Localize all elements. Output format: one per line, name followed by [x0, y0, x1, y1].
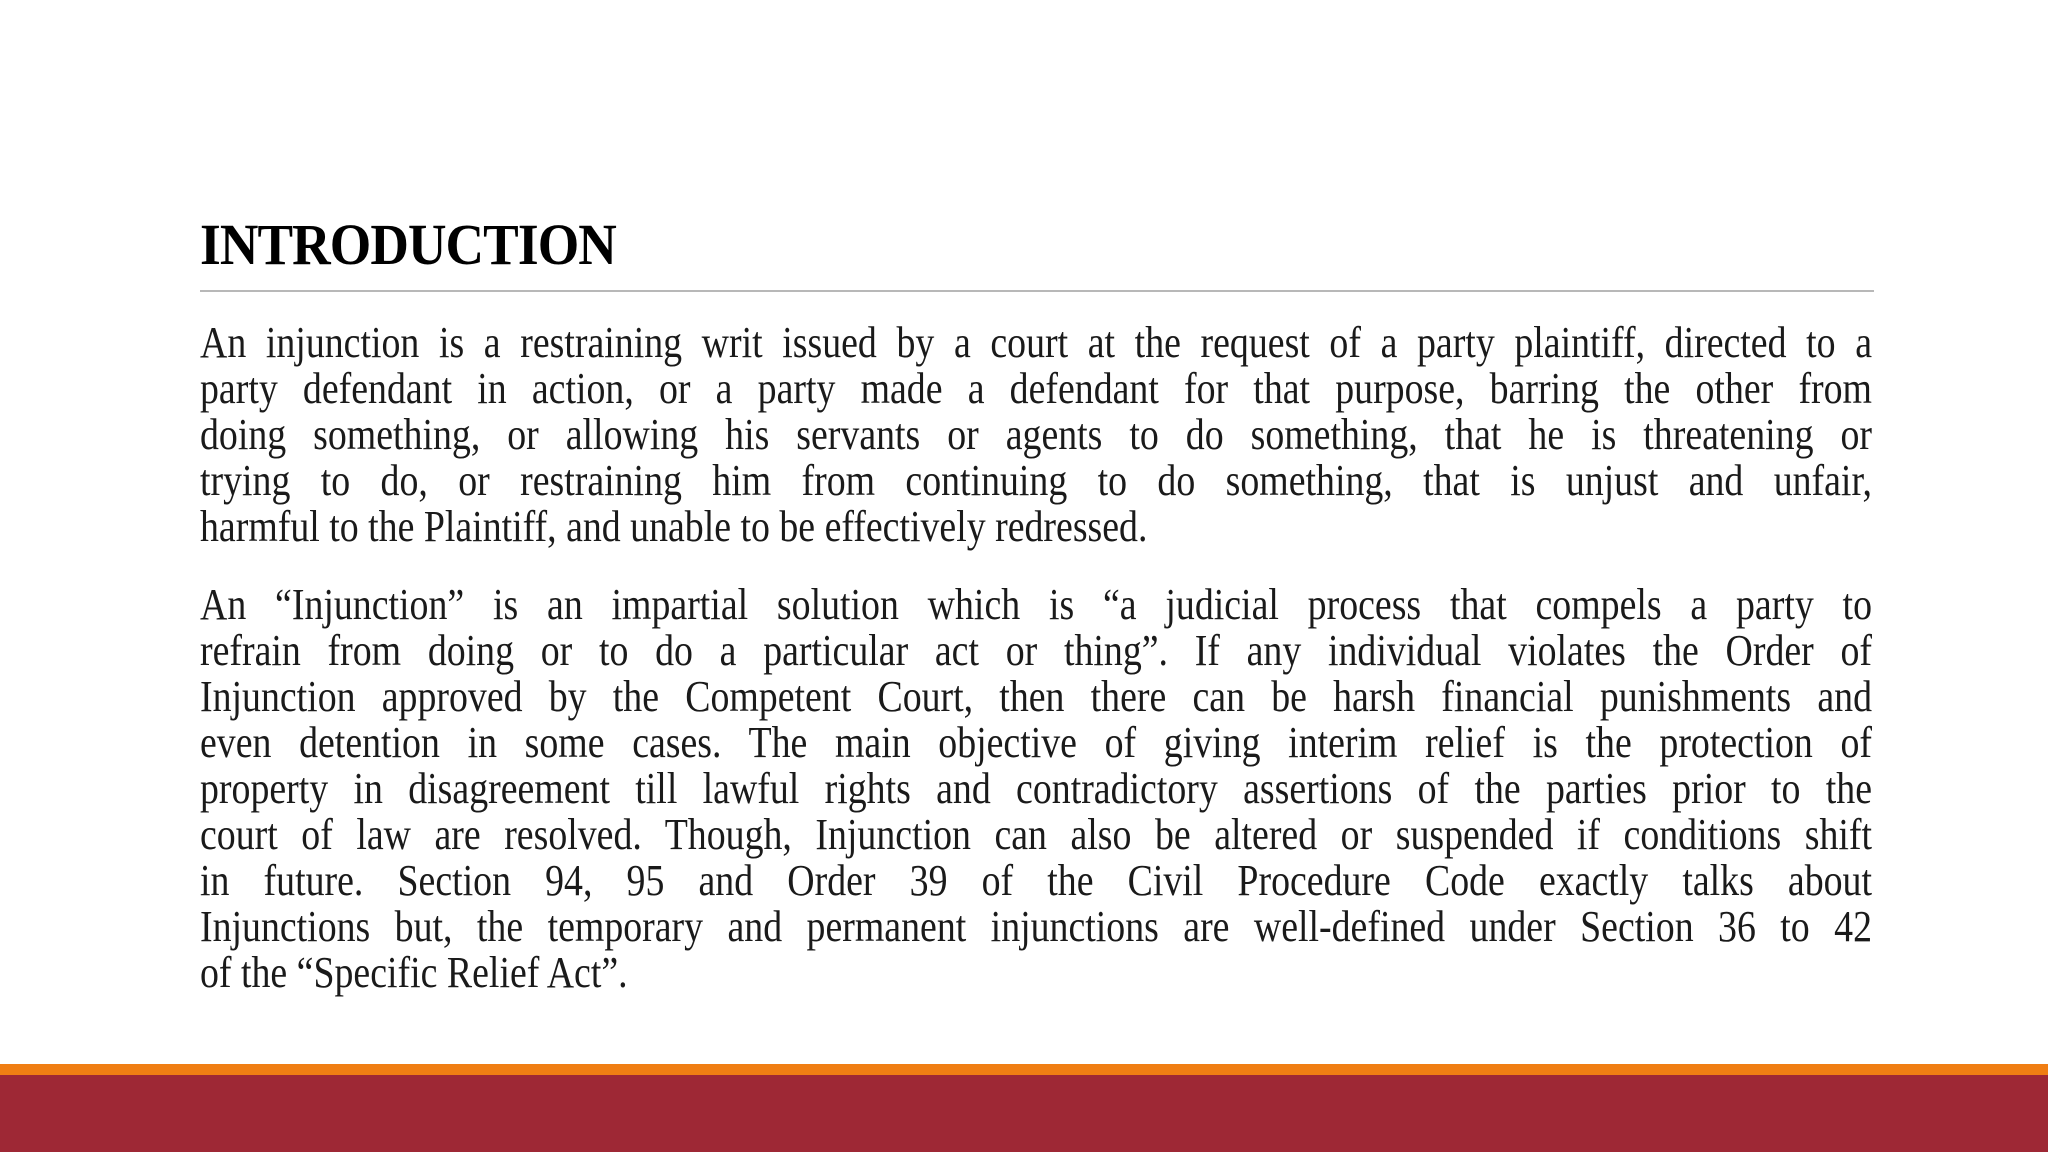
text-line — [200, 950, 1872, 996]
text-line-content: party defendant in action, or a party made a defendant for that purpose, barring the other from — [200, 364, 1873, 413]
footer-band — [0, 1075, 2048, 1152]
footer-accent-stripe — [0, 1064, 2048, 1075]
text-line — [200, 412, 1872, 458]
text-line — [200, 812, 1872, 858]
paragraph-overview — [200, 582, 1872, 996]
text-line-content: harmful to the Plaintiff, and unable to be effectively redressed. — [200, 502, 1148, 551]
text-line-content: refrain from doing or to do a particular act or thing”. If any individual violates the Order of — [200, 626, 1873, 675]
text-line — [200, 766, 1872, 812]
text-line-content: trying to do, or restraining him from continuing to do something, that is unjust and unfair, — [200, 456, 1873, 505]
text-line — [200, 674, 1872, 720]
text-line — [200, 904, 1872, 950]
text-line — [200, 720, 1872, 766]
text-line-content: An injunction is a restraining writ issued by a court at the request of a party plaintiff, directed to a — [200, 318, 1873, 367]
text-line — [200, 628, 1872, 674]
text-line — [200, 320, 1872, 366]
text-line — [200, 458, 1872, 504]
title-divider — [200, 290, 1874, 292]
slide-title: INTRODUCTION — [200, 212, 616, 277]
text-line-content: of the “Specific Relief Act”. — [200, 948, 628, 997]
paragraph-definition — [200, 320, 1872, 550]
text-line-content: even detention in some cases. The main objective of giving interim relief is the protection of — [200, 718, 1873, 767]
text-line-content: property in disagreement till lawful rights and contradictory assertions of the parties prior to the — [200, 764, 1873, 813]
text-line-content: An “Injunction” is an impartial solution which is “a judicial process that compels a party to — [200, 580, 1873, 629]
text-line-content: in future. Section 94, 95 and Order 39 of the Civil Procedure Code exactly talks about — [200, 856, 1873, 905]
text-line — [200, 504, 1872, 550]
text-line-content: court of law are resolved. Though, Injunction can also be altered or suspended if conditions shift — [200, 810, 1873, 859]
text-line — [200, 858, 1872, 904]
text-line-content: Injunctions but, the temporary and permanent injunctions are well-defined under Section 36 to 42 — [200, 902, 1873, 951]
text-line-content: doing something, or allowing his servants or agents to do something, that he is threatening or — [200, 410, 1873, 459]
text-line-content: Injunction approved by the Competent Court, then there can be harsh financial punishments and — [200, 672, 1873, 721]
text-line — [200, 582, 1872, 628]
text-line — [200, 366, 1872, 412]
